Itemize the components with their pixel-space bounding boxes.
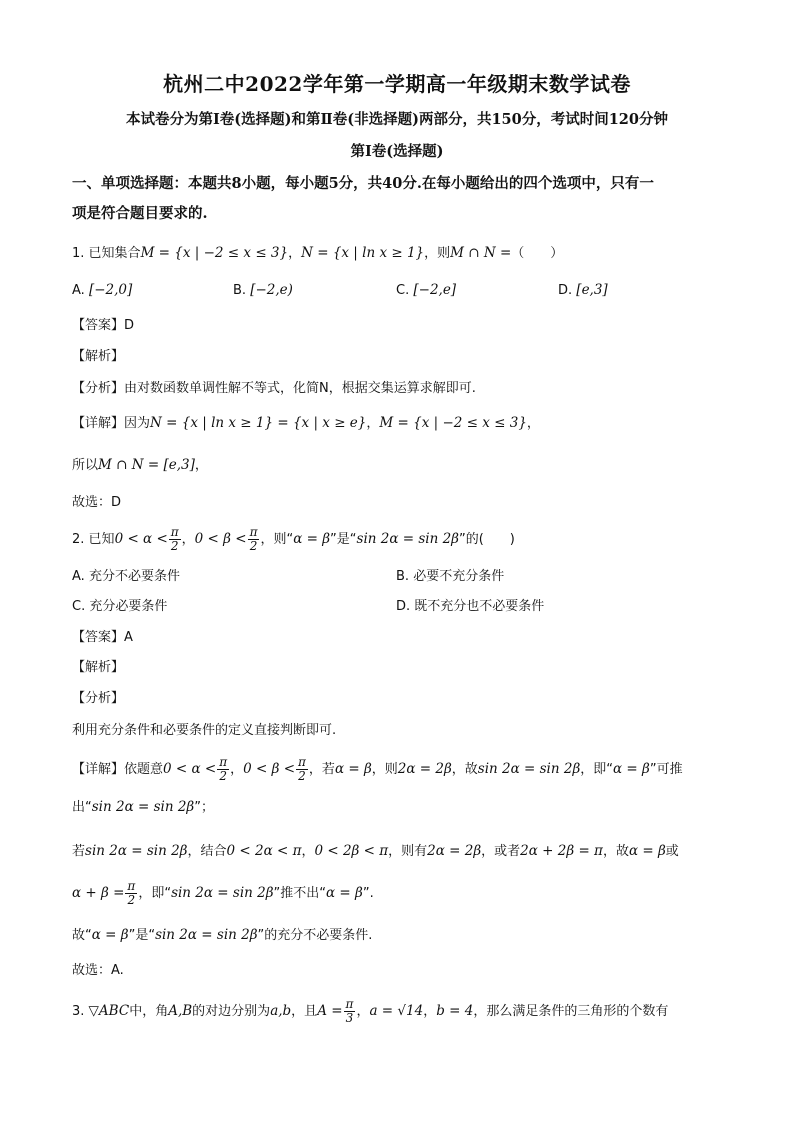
- stem-text: ，且: [291, 1004, 318, 1019]
- intersection: M ∩ N =: [450, 245, 512, 261]
- numerator: π: [170, 525, 179, 539]
- choose-value: D: [111, 495, 122, 510]
- detail-math: α = β: [334, 761, 372, 777]
- numerator: π: [219, 755, 228, 769]
- question-number: 3.: [72, 1004, 85, 1019]
- detail-math: sin 2α = sin 2β: [85, 843, 188, 859]
- fraction: [217, 756, 229, 783]
- detail-math: sin 2α = sin 2β: [171, 885, 274, 901]
- analysis-label: 【解析】: [72, 660, 125, 675]
- so-line: [72, 456, 208, 475]
- stem-text: 已知集合: [88, 246, 141, 261]
- detail-math: 0 < 2β < π: [314, 843, 389, 859]
- detail-math: α = β: [628, 843, 666, 859]
- detail-math: sin 2α = sin 2β: [91, 799, 195, 815]
- option-c: [396, 281, 456, 300]
- stem-math: A,B: [168, 1003, 193, 1019]
- stem-math: sin 2α = sin 2β: [356, 531, 459, 547]
- detail-line: 【详解】因为N = {x | ln x ≥ 1} = {x | x ≥ e}，M = {x | −2 ≤ x ≤ 3}，: [72, 415, 540, 431]
- fenxi-line: [72, 380, 476, 398]
- detail-line-1: 【详解】依题意0 < α < $\frac{\pi}{2}$ ，0 < β < $\frac{\pi}{2}$ ，若α = β，则2α = 2β，故sin 2α = sin 2β，即“α = β”可推: [72, 755, 683, 783]
- detail-text: ，结合: [187, 844, 227, 859]
- detail-math: M = {x | −2 ≤ x ≤ 3}: [379, 415, 527, 431]
- answer-line: [72, 629, 133, 647]
- stem-text: ，: [288, 246, 302, 261]
- detail-math: 0 < α <: [163, 761, 217, 777]
- detail-math: α = β: [326, 885, 363, 901]
- option-value: [e,3]: [576, 282, 608, 298]
- fenxi-text: 由对数函数单调性解不等式，化简N，根据交集运算求解即可.: [124, 381, 476, 396]
- detail-text: ，即“: [580, 762, 614, 777]
- condition-beta: 0 < β <: [194, 531, 247, 547]
- detail-text: 或: [665, 844, 679, 859]
- denominator: 2: [170, 539, 179, 553]
- numerator: π: [249, 525, 258, 539]
- option-a: [72, 568, 180, 586]
- numerator: π: [298, 755, 306, 769]
- so-text: 所以: [72, 458, 99, 473]
- stem-math: b = 4: [436, 1003, 474, 1019]
- detail-text: ”.: [362, 886, 374, 901]
- fenxi-text: 利用充分条件和必要条件的定义直接判断即可.: [72, 723, 337, 738]
- detail-math: sin 2α = sin 2β: [155, 927, 258, 943]
- so-text: ，: [194, 458, 208, 473]
- option-value: [−2,e): [250, 282, 293, 298]
- option-value: [−2,0]: [88, 282, 133, 298]
- detail-text: ”是“: [128, 928, 156, 943]
- answer-label: 【答案】: [72, 318, 125, 333]
- detail-math: 2α = 2β: [397, 761, 452, 777]
- detail-line-4: [72, 880, 374, 907]
- option-key: C.: [396, 283, 410, 298]
- detail-math: 2α = 2β: [427, 843, 482, 859]
- answer-blank: （ ）: [511, 246, 564, 261]
- choose-value: A.: [111, 963, 124, 978]
- answer-label: 【答案】: [72, 630, 125, 645]
- detail-math: N = {x | ln x ≥ 1} = {x | x ≥ e}: [150, 415, 367, 431]
- fraction: [344, 998, 356, 1025]
- detail-text: ，则: [371, 762, 398, 777]
- stem-text: 的对边分别为: [192, 1004, 271, 1019]
- detail-math: α + β =: [72, 885, 125, 901]
- option-key: B.: [233, 283, 247, 298]
- fenxi-label: 【分析】: [72, 691, 125, 706]
- detail-text: ，则有: [388, 844, 428, 859]
- detail-text: 依题意: [124, 762, 164, 777]
- option-key: A.: [72, 283, 85, 298]
- stem-text: ，那么满足条件的三角形的个数有: [473, 1004, 669, 1019]
- option-key: D.: [396, 599, 411, 614]
- stem-text: ，则: [424, 246, 451, 261]
- fraction: [169, 526, 181, 553]
- choose-line: [72, 962, 124, 980]
- option-key: A.: [72, 569, 85, 584]
- stem-text: ，: [423, 1004, 437, 1019]
- answer-value: D: [124, 318, 135, 333]
- detail-line-3: [72, 842, 679, 861]
- detail-label: 【详解】: [72, 416, 125, 431]
- fraction: [248, 526, 260, 553]
- option-a: [72, 281, 132, 300]
- stem-math: a,b: [270, 1003, 292, 1019]
- detail-text: ，故: [451, 762, 478, 777]
- detail-math: 0 < β <: [243, 761, 296, 777]
- exam-subtitle: 本试卷分为第Ⅰ卷(选择题)和第Ⅱ卷(非选择题)两部分，共150分，考试时间120分钟: [126, 111, 668, 128]
- option-value: [−2,e]: [413, 282, 457, 298]
- option-value: 充分必要条件: [89, 599, 168, 614]
- stem-text: 已知: [88, 532, 115, 547]
- option-key: D.: [558, 283, 573, 298]
- detail-text: ”可推: [649, 762, 683, 777]
- question-1-stem: [72, 244, 563, 263]
- analysis-label: 【解析】: [72, 349, 125, 364]
- option-value: 必要不充分条件: [413, 569, 505, 584]
- detail-text: ，或者: [481, 844, 521, 859]
- option-value: 充分不必要条件: [88, 569, 180, 584]
- choose-label: 故选：: [72, 963, 112, 978]
- triangle: ▽ABC: [88, 1003, 130, 1019]
- detail-label: 【详解】: [72, 762, 125, 777]
- detail-text: ，若: [308, 762, 335, 777]
- denominator: 2: [219, 769, 227, 783]
- section-heading-line1: 一、单项选择题：本题共8小题，每小题5分，共40分.在每小题给出的四个选项中，只有一: [72, 175, 654, 192]
- option-d: [558, 281, 608, 300]
- stem-text: ，则“: [260, 532, 294, 547]
- detail-text: 若: [72, 844, 86, 859]
- detail-text: ，: [301, 844, 315, 859]
- stem-text: ”的( ): [458, 532, 515, 547]
- choose-line: [72, 494, 121, 512]
- fraction: [296, 756, 308, 783]
- numerator: π: [127, 879, 136, 893]
- detail-line-2: [72, 798, 214, 817]
- stem-math: α = β: [293, 531, 331, 547]
- stem-text: ”是“: [330, 532, 357, 547]
- detail-text: 故“: [72, 928, 92, 943]
- detail-text: 因为: [124, 416, 151, 431]
- detail-math: 0 < 2α < π: [226, 843, 302, 859]
- part-heading: 第Ⅰ卷(选择题): [350, 143, 444, 160]
- detail-text: ”；: [194, 800, 214, 815]
- detail-text: ，: [526, 416, 540, 431]
- detail-text: ，故: [602, 844, 629, 859]
- stem-math: A =: [317, 1003, 343, 1019]
- set-N: N = {x | ln x ≥ 1}: [301, 245, 425, 261]
- detail-line-5: [72, 926, 372, 945]
- stem-math: a = √14: [369, 1003, 424, 1019]
- detail-math: α = β: [91, 927, 129, 943]
- set-M: M = {x | −2 ≤ x ≤ 3}: [140, 245, 289, 261]
- detail-text: ”推不出“: [273, 886, 327, 901]
- choose-label: 故选：: [72, 495, 112, 510]
- stem-text: ，: [356, 1004, 370, 1019]
- question-3-stem: [72, 998, 668, 1025]
- detail-text: 出“: [72, 800, 92, 815]
- answer-line: [72, 317, 134, 335]
- denominator: 2: [127, 893, 136, 907]
- fraction: [125, 880, 137, 907]
- denominator: 3: [345, 1011, 354, 1025]
- section-heading-line2: 项是符合题目要求的.: [72, 205, 208, 222]
- so-math: M ∩ N = [e,3]: [98, 457, 195, 473]
- question-number: 2.: [72, 532, 85, 547]
- answer-value: A: [124, 630, 133, 645]
- detail-math: α = β: [613, 761, 650, 777]
- option-b: [233, 281, 293, 300]
- option-key: C.: [72, 599, 86, 614]
- detail-text: ”的充分不必要条件.: [257, 928, 373, 943]
- option-d: [396, 598, 544, 616]
- numerator: π: [345, 997, 354, 1011]
- fenxi-label: 【分析】: [72, 381, 125, 396]
- stem-text: 中，角: [129, 1004, 169, 1019]
- option-b: [396, 568, 504, 586]
- detail-text: ，即“: [138, 886, 172, 901]
- denominator: 2: [249, 539, 258, 553]
- detail-math: sin 2α = sin 2β: [477, 761, 581, 777]
- denominator: 2: [298, 769, 306, 783]
- condition-alpha: 0 < α <: [114, 531, 168, 547]
- page-title: 杭州二中2022学年第一学期高一年级期末数学试卷: [163, 72, 631, 96]
- detail-math: 2α + 2β = π: [520, 843, 603, 859]
- option-value: 既不充分也不必要条件: [414, 599, 545, 614]
- option-c: [72, 598, 167, 616]
- question-number: 1.: [72, 246, 85, 261]
- option-key: B.: [396, 569, 410, 584]
- question-2-stem: 2. 已知0 < α < $\frac{\pi}{2}$ ，0 < β < $\frac{\pi}{2}$ ，则“α = β”是“sin 2α = sin 2β”的( ): [72, 525, 515, 553]
